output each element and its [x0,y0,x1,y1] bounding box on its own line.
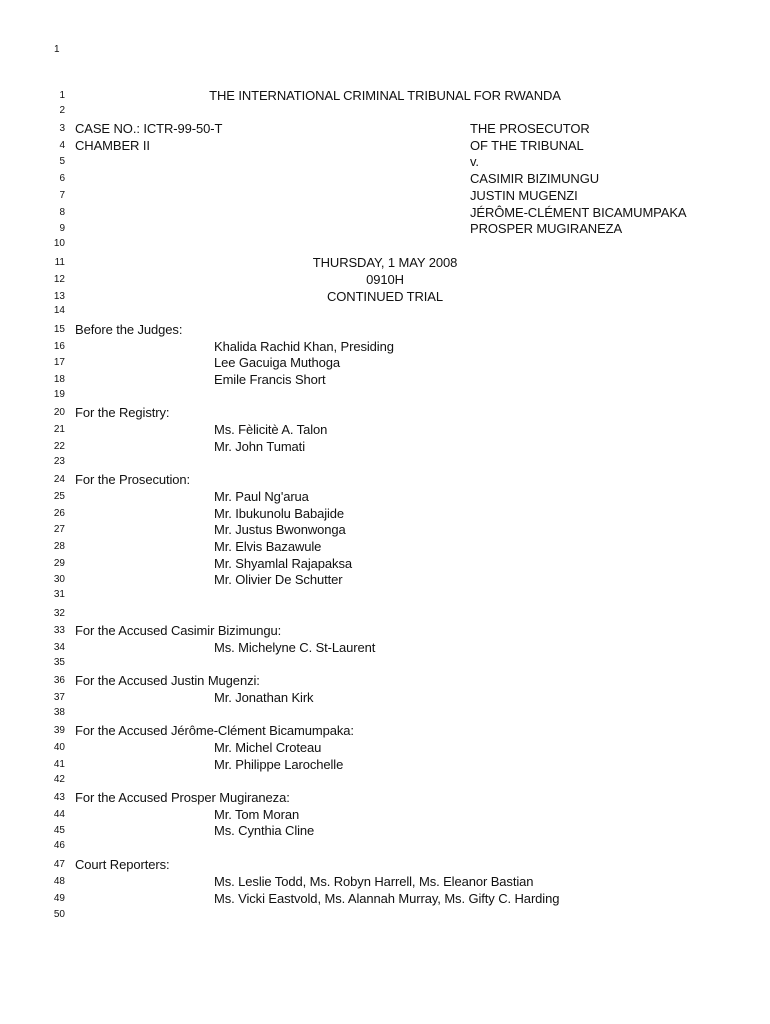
prosecution-name: Mr. Elvis Bazawule [214,539,322,554]
defence-counsel-name: Mr. Tom Moran [214,807,300,822]
prosecutor-label: THE PROSECUTOR [470,121,590,136]
line-number: 4 [59,140,65,151]
line-number: 17 [53,357,65,368]
line-number: 35 [53,657,65,668]
line-number: 1 [59,90,65,101]
defence-mugenzi-label: For the Accused Justin Mugenzi: [75,673,260,688]
line-number: 8 [59,207,65,218]
page-number: 1 [54,44,60,55]
line-number: 39 [53,725,65,736]
line-number: 37 [53,692,65,703]
line-number: 13 [53,291,65,302]
chamber: CHAMBER II [75,138,150,153]
line-number: 21 [53,424,65,435]
reporters-label: Court Reporters: [75,857,170,872]
line-number: 33 [53,625,65,636]
line-number: 29 [53,558,65,569]
line-number: 7 [59,190,65,201]
registry-label: For the Registry: [75,405,170,420]
line-number: 14 [53,305,65,316]
reporter-names: Ms. Leslie Todd, Ms. Robyn Harrell, Ms. Eleanor Bastian [214,874,534,889]
line-number: 47 [53,859,65,870]
line-number: 32 [53,608,65,619]
defence-counsel-name: Ms. Michelyne C. St-Laurent [214,640,376,655]
accused-name: JÉRÔME-CLÉMENT BICAMUMPAKA [470,205,687,220]
line-number: 30 [53,574,65,585]
line-number: 23 [53,456,65,467]
line-number: 24 [53,474,65,485]
defence-counsel-name: Ms. Cynthia Cline [214,823,315,838]
line-number: 10 [53,238,65,249]
judge-name: Khalida Rachid Khan, Presiding [214,339,394,354]
defence-bizimungu-label: For the Accused Casimir Bizimungu: [75,623,282,638]
line-number: 16 [53,341,65,352]
accused-name: JUSTIN MUGENZI [470,188,578,203]
session-time: 0910H [366,272,404,287]
defence-counsel-name: Mr. Jonathan Kirk [214,690,314,705]
line-number: 18 [53,374,65,385]
line-number: 22 [53,441,65,452]
prosecution-name: Mr. Shyamlal Rajapaksa [214,556,352,571]
versus-label: v. [470,154,479,169]
judge-name: Lee Gacuiga Muthoga [214,355,341,370]
prosecution-name: Mr. Ibukunolu Babajide [214,506,345,521]
registry-name: Mr. John Tumati [214,439,305,454]
defence-mugiraneza-label: For the Accused Prosper Mugiraneza: [75,790,290,805]
line-number: 36 [53,675,65,686]
defence-bicamumpaka-label: For the Accused Jérôme-Clément Bicamumpaka: [75,723,354,738]
tribunal-label: OF THE TRIBUNAL [470,138,584,153]
line-number: 48 [53,876,65,887]
line-number: 43 [53,792,65,803]
accused-name: PROSPER MUGIRANEZA [470,221,623,236]
line-number: 42 [53,774,65,785]
defence-counsel-name: Mr. Michel Croteau [214,740,322,755]
line-number: 34 [53,642,65,653]
line-number: 26 [53,508,65,519]
line-number: 3 [59,123,65,134]
line-number: 41 [53,759,65,770]
registry-name: Ms. Fèlicitè A. Talon [214,422,328,437]
case-number: CASE NO.: ICTR-99-50-T [75,121,223,136]
accused-name: CASIMIR BIZIMUNGU [470,171,600,186]
line-number: 5 [59,156,65,167]
judges-label: Before the Judges: [75,322,183,337]
document-title: THE INTERNATIONAL CRIMINAL TRIBUNAL FOR RWANDA [209,88,561,103]
line-number: 20 [53,407,65,418]
line-number: 25 [53,491,65,502]
line-number: 11 [54,257,65,268]
line-number: 12 [53,274,65,285]
line-number: 40 [53,742,65,753]
reporter-names: Ms. Vicki Eastvold, Ms. Alannah Murray, Ms. Gifty C. Harding [214,891,560,906]
line-number: 38 [53,707,65,718]
judge-name: Emile Francis Short [214,372,326,387]
line-number: 27 [53,524,65,535]
defence-counsel-name: Mr. Philippe Larochelle [214,757,344,772]
prosecution-name: Mr. Paul Ng'arua [214,489,309,504]
line-number: 45 [53,825,65,836]
line-number: 2 [59,105,65,116]
prosecution-label: For the Prosecution: [75,472,191,487]
line-number: 19 [53,389,65,400]
line-number: 46 [53,840,65,851]
session-status: CONTINUED TRIAL [327,289,443,304]
line-number: 44 [53,809,65,820]
line-number: 49 [53,893,65,904]
prosecution-name: Mr. Justus Bwonwonga [214,522,346,537]
line-number: 31 [53,589,65,600]
line-number: 9 [59,223,65,234]
line-number: 50 [53,909,65,920]
line-number: 6 [59,173,65,184]
session-date: THURSDAY, 1 MAY 2008 [312,255,458,270]
line-number: 15 [53,324,65,335]
prosecution-name: Mr. Olivier De Schutter [214,572,343,587]
line-number: 28 [53,541,65,552]
